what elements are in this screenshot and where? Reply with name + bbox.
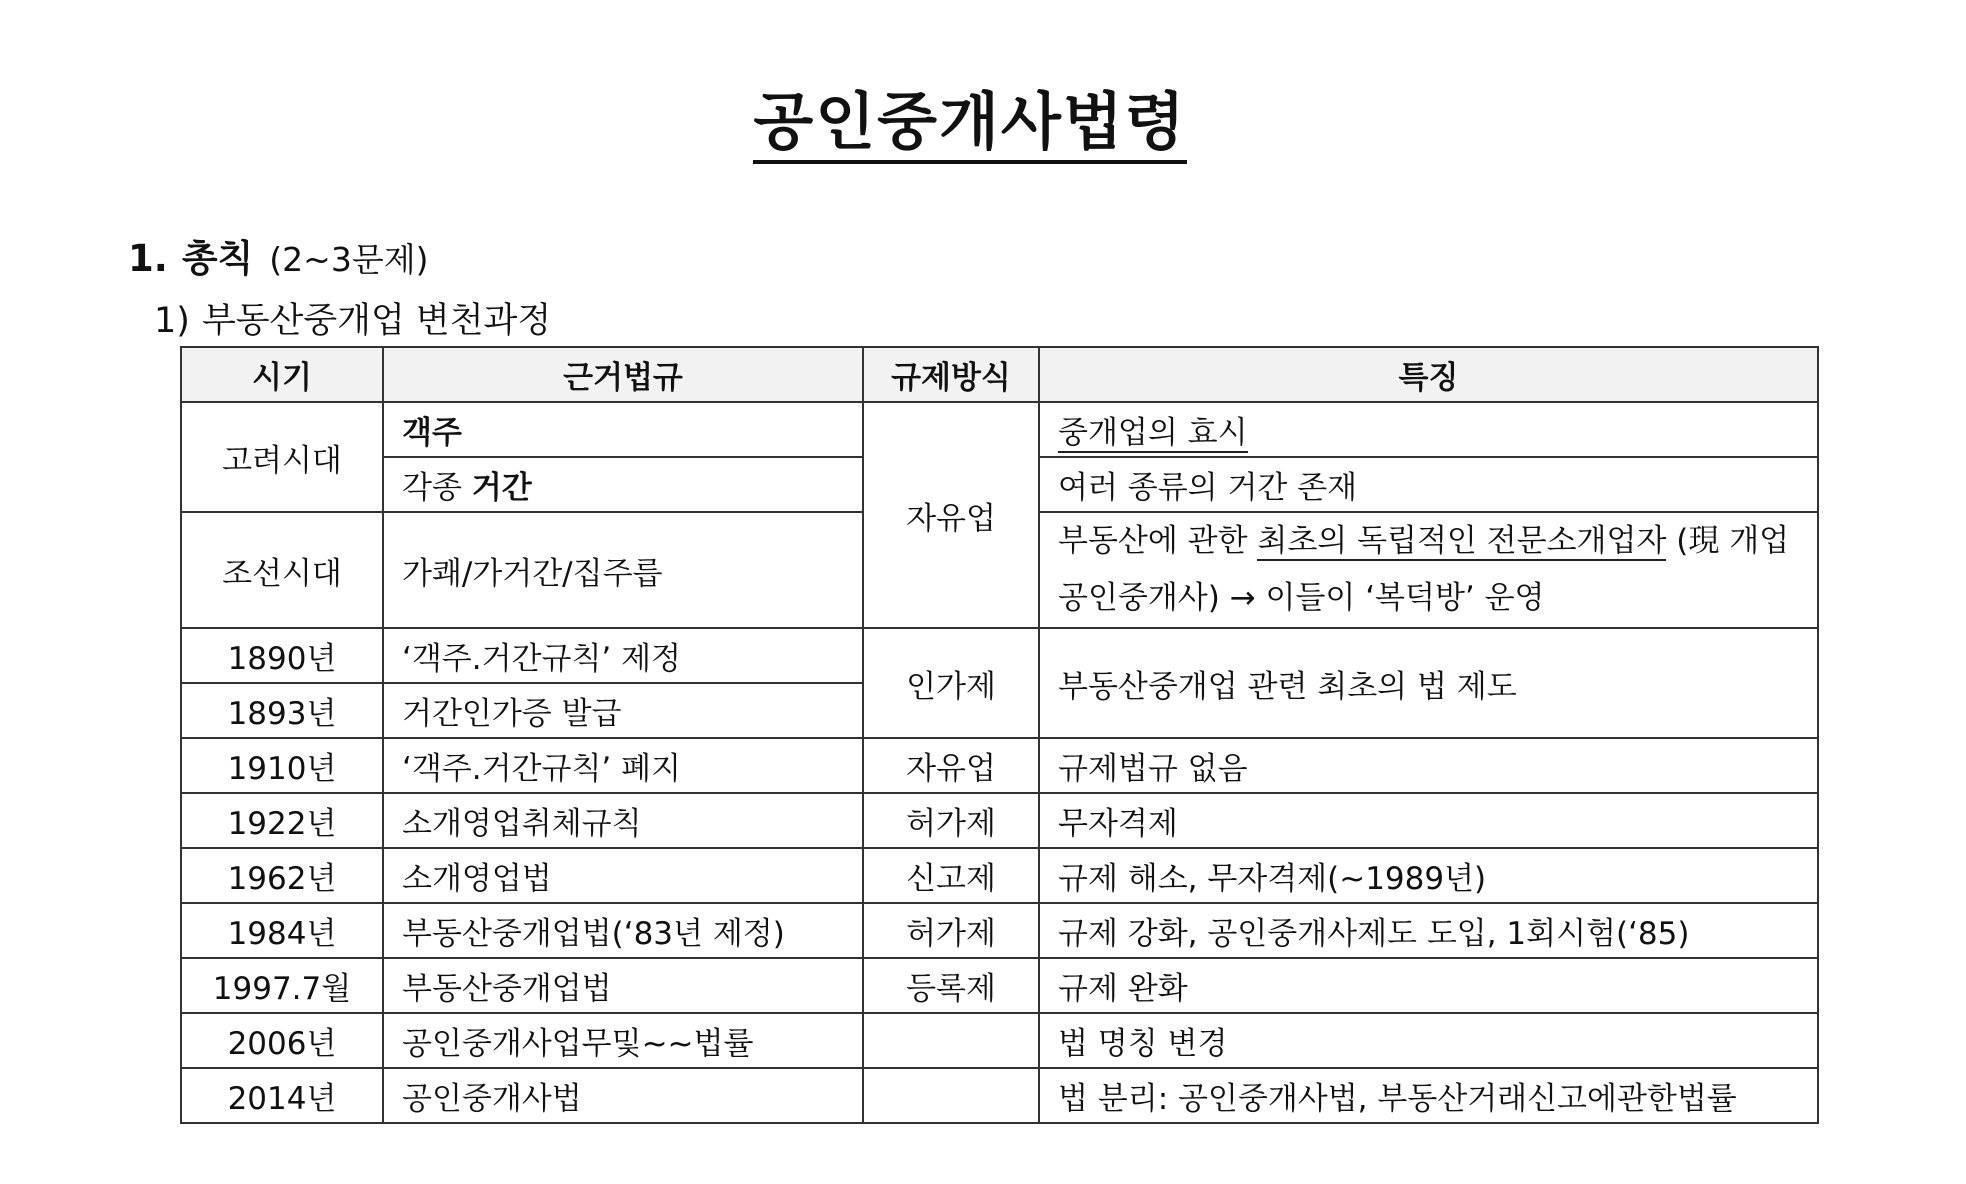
feature-underlined-text: 중개업의 효시 [1058, 415, 1248, 451]
feature-text: (現 개업공인중개사) → 이들이 ‘복덕방’ 운영 [1058, 523, 1790, 616]
header-period: 시기 [181, 347, 383, 402]
header-basis: 근거법규 [383, 347, 863, 402]
section-heading [128, 228, 428, 282]
basis-cell: 부동산중개업법 [383, 958, 863, 1013]
subsection-title: 부동산중개업 변천과정 [201, 301, 552, 341]
period-cell: 1984년 [181, 903, 383, 958]
period-cell: 고려시대 [181, 402, 383, 512]
history-table [180, 346, 1819, 1124]
table-row [181, 903, 1818, 958]
period-cell: 1893년 [181, 683, 383, 738]
subsection-heading [154, 293, 551, 343]
feature-cell [1039, 512, 1818, 628]
period-cell: 1922년 [181, 793, 383, 848]
table-row [181, 793, 1818, 848]
document-title-text: 공인중개사법령 [753, 85, 1186, 164]
period-cell: 1962년 [181, 848, 383, 903]
basis-cell [383, 402, 863, 457]
subsection-number: 1) [154, 301, 190, 341]
regulation-cell: 인가제 [863, 628, 1039, 738]
header-regulation: 규제방식 [863, 347, 1039, 402]
feature-cell: 규제 완화 [1039, 958, 1818, 1013]
regulation-cell: 자유업 [863, 738, 1039, 793]
feature-cell [1039, 402, 1818, 457]
header-feature: 특징 [1039, 347, 1818, 402]
period-cell: 2006년 [181, 1013, 383, 1068]
regulation-cell [863, 1013, 1039, 1068]
basis-cell: 공인중개사법 [383, 1068, 863, 1123]
regulation-cell [863, 1068, 1039, 1123]
basis-cell: 공인중개사업무및~~법률 [383, 1013, 863, 1068]
table-header-row [181, 347, 1818, 402]
table-row [181, 1068, 1818, 1123]
basis-cell: ‘객주.거간규칙’ 폐지 [383, 738, 863, 793]
regulation-cell: 신고제 [863, 848, 1039, 903]
basis-cell [383, 457, 863, 512]
feature-cell: 무자격제 [1039, 793, 1818, 848]
regulation-cell: 허가제 [863, 793, 1039, 848]
table-row [181, 848, 1818, 903]
table-row [181, 738, 1818, 793]
feature-cell: 여러 종류의 거간 존재 [1039, 457, 1818, 512]
regulation-cell: 허가제 [863, 903, 1039, 958]
period-cell: 1997.7월 [181, 958, 383, 1013]
feature-cell: 법 분리: 공인중개사법, 부동산거래신고에관한법률 [1039, 1068, 1818, 1123]
basis-bold-text: 거간 [471, 470, 532, 506]
feature-text: 부동산에 관한 [1058, 523, 1248, 559]
feature-cell: 규제법규 없음 [1039, 738, 1818, 793]
document-title [0, 72, 1940, 161]
basis-bold-text: 객주 [402, 415, 462, 451]
basis-text: 각종 [402, 470, 462, 506]
feature-cell: 부동산중개업 관련 최초의 법 제도 [1039, 628, 1818, 738]
table-row [181, 1013, 1818, 1068]
basis-cell: 소개영업법 [383, 848, 863, 903]
period-cell: 1910년 [181, 738, 383, 793]
regulation-cell: 자유업 [863, 402, 1039, 628]
regulation-cell: 등록제 [863, 958, 1039, 1013]
table-row [181, 402, 1818, 457]
section-title: 총칙 [181, 237, 254, 280]
feature-cell: 법 명칭 변경 [1039, 1013, 1818, 1068]
period-cell: 1890년 [181, 628, 383, 683]
basis-cell: ‘객주.거간규칙’ 제정 [383, 628, 863, 683]
feature-cell: 규제 강화, 공인중개사제도 도입, 1회시험(‘85) [1039, 903, 1818, 958]
feature-cell: 규제 해소, 무자격제(~1989년) [1039, 848, 1818, 903]
basis-cell: 가쾌/가거간/집주릅 [383, 512, 863, 628]
feature-underlined-text: 최초의 독립적인 전문소개업자 [1257, 523, 1667, 559]
section-number: 1. [128, 237, 168, 280]
table-row [181, 628, 1818, 683]
basis-cell: 거간인가증 발급 [383, 683, 863, 738]
basis-cell: 부동산중개업법(‘83년 제정) [383, 903, 863, 958]
period-cell: 조선시대 [181, 512, 383, 628]
basis-cell: 소개영업취체규칙 [383, 793, 863, 848]
period-cell: 2014년 [181, 1068, 383, 1123]
section-note: (2~3문제) [269, 240, 429, 279]
table-row [181, 958, 1818, 1013]
